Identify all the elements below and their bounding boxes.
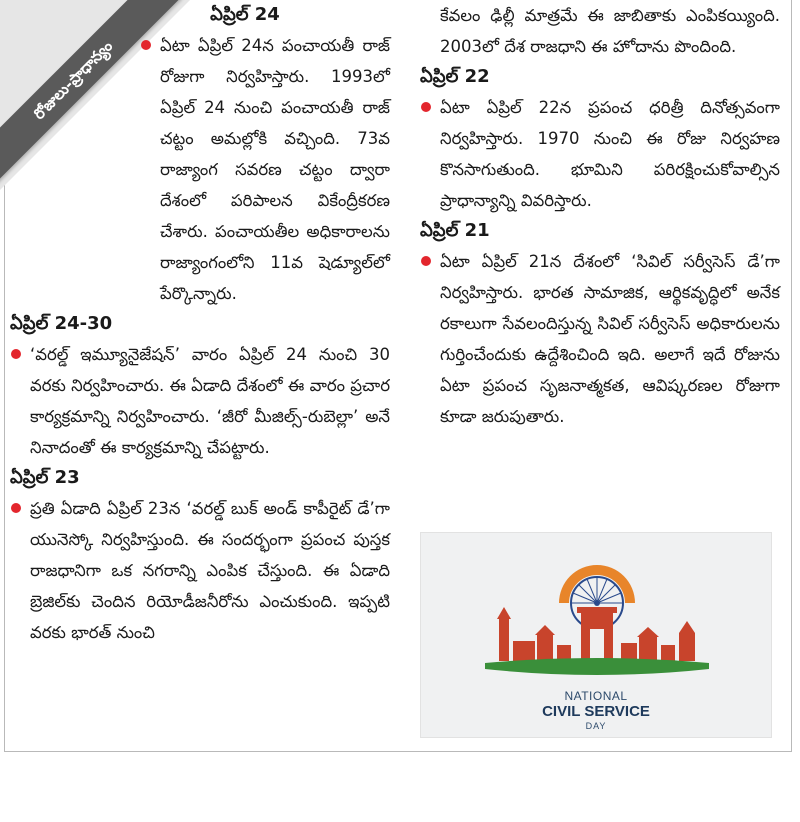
entry-april-24-30 [10,339,390,463]
entry-april-24 [10,30,390,309]
entry-april-24-text: ఏటా ఏప్రిల్ 24న పంచాయతీ రాజ్ రోజుగా నిర్వహిస్తారు. 1993లో ఏప్రిల్ 24 నుంచి పంచాయతీ రాజ్ చట్టం అమల్లోకి వచ్చింది. 73వ రాజ్యాంగ సవరణ చట్టం ద్వారా దేశంలో పరిపాలన వికేంద్రీకరణ చేశారు. పంచాయతీల అధికారాలను రాజ్యాంగంలోని 11వ షెడ్యూల్‌లో పేర్కొన్నారు. [160,36,390,303]
bullet-icon [141,40,151,50]
entry-april-24-30-text: ‘వరల్డ్ ఇమ్యూనైజేషన్’ వారం ఏప్రిల్ 24 నుంచి 30 వరకు నిర్వహించారు. ఈ ఏడాది దేశంలో ఈ వారం ప్రచార కార్యక్రమాన్ని నిర్వహించారు. ‘జీరో మీజిల్స్-రుబెల్లా’ అనే నినాదంతో ఈ కార్యక్రమాన్ని చేపట్టారు. [30,345,390,457]
bullet-icon [11,349,21,359]
bullet-icon [421,256,431,266]
heading-april-21: ఏప్రిల్ 21 [420,220,490,241]
heading-april-22: ఏప్రిల్ 22 [420,66,490,87]
left-column [10,0,390,648]
india-gate-illustration [481,545,713,685]
entry-april-21-text: ఏటా ఏప్రిల్ 21న దేశంలో ‘సివిల్ సర్వీసెస్ డే’గా నిర్వహిస్తారు. భారత సామాజిక, ఆర్థికవృద్ధిలో అనేక రకాలుగా సేవలందిస్తున్న సివిల్ సర్వీసెస్ అధికారులను గుర్తించేందుకు ఉద్దేశించింది ఇది. అలాగే ఇదే రోజును ఏటా ప్రపంచ సృజనాత్మకత, ఆవిష్కరణల రోజుగా కూడా జరుపుతారు. [440,252,780,426]
entry-april-22 [420,92,780,216]
heading-april-23: ఏప్రిల్ 23 [10,467,80,488]
poster-line-national: NATIONAL [564,689,628,703]
right-column [420,0,780,432]
entry-april-21 [420,246,780,432]
poster-line-day: DAY [585,721,607,731]
entry-april-22-text: ఏటా ఏప్రిల్ 22న ప్రపంచ ధరిత్రీ దినోత్సవంగా నిర్వహిస్తారు. 1970 నుంచి ఈ రోజు నిర్వహణ కొనసాగుతుంది. భూమిని పరిరక్షించుకోవాల్సిన ప్రాధాన్యాన్ని వివరిస్తారు. [440,98,780,210]
green-ribbon [485,658,709,675]
bullet-icon [421,102,431,112]
heading-april-24: ఏప్రిల్ 24 [210,4,280,25]
poster-line-civil-service: CIVIL SERVICE [542,703,650,720]
monument-skyline [497,607,695,661]
heading-april-24-30: ఏప్రిల్ 24-30 [10,313,113,334]
entry-continuation-text: కేవలం ఢిల్లీ మాత్రమే ఈ జాబితాకు ఎంపికయ్యింది. 2003లో దేశ రాజధాని ఈ హోదాను పొందింది. [440,6,780,56]
entry-april-23-text: ప్రతి ఏడాది ఏప్రిల్ 23న ‘వరల్డ్ బుక్ అండ్ కాపీరైట్ డే’గా యునెస్కో నిర్వహిస్తుంది. ఈ సందర్భంగా ప్రపంచ పుస్తక రాజధానిగా ఒక నగరాన్ని ఎంపిక చేస్తుంది. ఈ ఏడాది బ్రెజిల్‌కు చెందిన రియోడీజనీరోను ఎంచుకుంది. ఇప్పటి వరకు భారత్ నుంచి [30,499,390,642]
bullet-icon [11,503,21,513]
ribbon-label: రోజులు-ప్రాధాన్యం [0,0,181,188]
entry-continuation [420,0,780,62]
entry-april-23 [10,493,390,648]
civil-service-day-poster [420,532,772,738]
